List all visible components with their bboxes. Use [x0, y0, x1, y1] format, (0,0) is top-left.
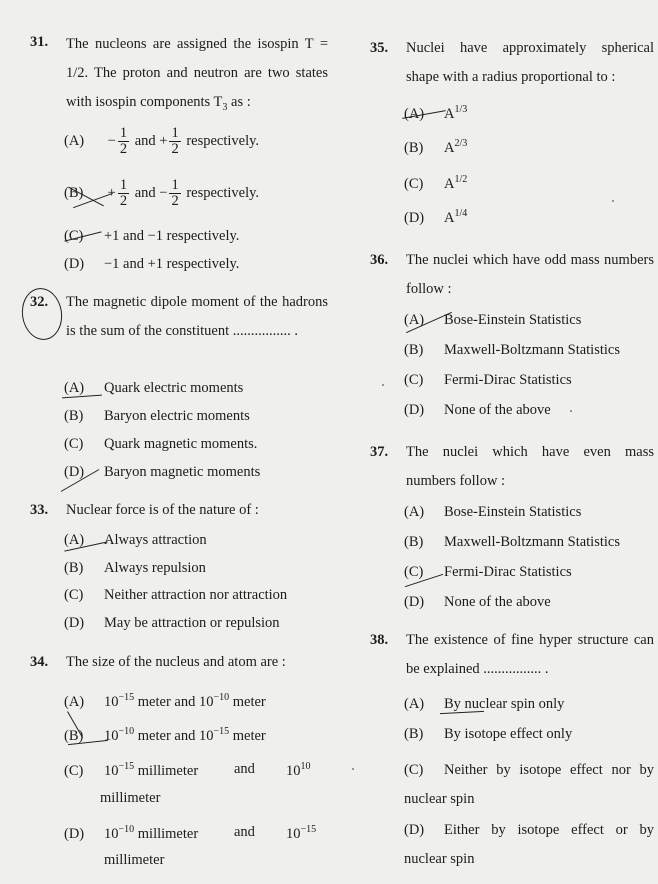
option-d[interactable]: (D) Either by isotope effect or by nuclear spin	[404, 822, 654, 867]
option-b[interactable]: (B) Maxwell-Boltzmann Statistics	[404, 534, 620, 550]
scan-speck	[570, 410, 572, 412]
option-b[interactable]: (B) $A^{2/3}$	[404, 138, 468, 156]
question-number: 38.	[370, 632, 389, 648]
question-number: 33.	[30, 502, 49, 518]
option-d[interactable]: (D) $10^{-10}$ millimeter and $10^{-15}$	[64, 824, 317, 842]
option-d[interactable]: (D) None of the above	[404, 594, 551, 610]
option-c[interactable]: (C) Fermi-Dirac Statistics	[404, 372, 572, 388]
question-stem: The nuclei which have even mass numbers follow :	[406, 444, 654, 489]
option-b[interactable]: (B) Baryon electric moments	[64, 408, 250, 424]
option-d[interactable]: (D) Baryon magnetic moments	[64, 464, 261, 480]
option-b[interactable]: (B) By isotope effect only	[404, 726, 573, 742]
question-number: 32.	[30, 294, 49, 310]
option-c-continued: millimeter	[100, 790, 161, 806]
option-a[interactable]: (A) Bose-Einstein Statistics	[404, 504, 582, 520]
option-b[interactable]: (B) $10^{-10}$ meter and $10^{-15}$ meter	[64, 726, 266, 744]
option-a[interactable]: (A) $10^{-15}$ meter and $10^{-10}$ meter	[64, 692, 266, 710]
option-c[interactable]: (C) $10^{-15}$ millimeter and $10^{10}$	[64, 761, 311, 779]
scan-speck	[612, 200, 614, 202]
option-d[interactable]: (D) None of the above	[404, 402, 551, 418]
question-number: 31.	[30, 34, 49, 50]
fraction: $\frac{1}{2}$	[119, 125, 128, 157]
option-c[interactable]: (C) Quark magnetic moments.	[64, 436, 258, 452]
option-a[interactable]: (A) − $\frac{1}{2}$ and + $\frac{1}{2}$ respectively.	[64, 125, 260, 157]
option-a[interactable]: (A) $A^{1/3}$	[404, 104, 468, 122]
option-b[interactable]: (B) Always repulsion	[64, 560, 206, 576]
option-a[interactable]: (A) Always attraction	[64, 532, 207, 548]
option-b[interactable]: (B) + $\frac{1}{2}$ and − $\frac{1}{2}$ respectively.	[64, 177, 260, 209]
option-d[interactable]: (D) $A^{1/4}$	[404, 208, 468, 226]
option-d[interactable]: (D) May be attraction or repulsion	[64, 615, 280, 631]
question-stem: The nuclei which have odd mass numbers follow :	[406, 252, 654, 297]
option-c[interactable]: (C) +1 and −1 respectively.	[64, 228, 240, 244]
option-a[interactable]: (A) Quark electric moments	[64, 380, 244, 396]
fraction: $\frac{1}{2}$	[119, 177, 128, 209]
question-number: 37.	[370, 444, 389, 460]
option-a[interactable]: (A) By nuclear spin only	[404, 696, 565, 712]
question-stem: The size of the nucleus and atom are :	[66, 654, 286, 670]
question-stem: Nuclear force is of the nature of :	[66, 502, 259, 518]
option-c[interactable]: (C) $A^{1/2}$	[404, 174, 468, 192]
fraction: $\frac{1}{2}$	[171, 177, 179, 209]
question-number: 34.	[30, 654, 49, 670]
option-c[interactable]: (C) Fermi-Dirac Statistics	[404, 564, 572, 580]
fraction: $\frac{1}{2}$	[171, 125, 179, 157]
question-number: 35.	[370, 40, 389, 56]
scan-speck	[352, 768, 354, 770]
scan-speck	[382, 384, 384, 386]
option-c[interactable]: (C) Neither by isotope effect nor by nuclear spin	[404, 762, 654, 807]
question-stem: Nuclei have approximately spherical shape with a radius proportional to :	[406, 40, 654, 85]
option-c[interactable]: (C) Neither attraction nor attraction	[64, 587, 288, 603]
option-d[interactable]: (D) −1 and +1 respectively.	[64, 256, 240, 272]
question-stem: The nucleons are assigned the isospin T = 1/2. The proton and neutron are two states with isospin components $T_3$ as :	[66, 36, 328, 113]
question-stem: The magnetic dipole moment of the hadrons is the sum of the constituent ................ .	[66, 294, 328, 339]
option-a[interactable]: (A) Bose-Einstein Statistics	[404, 312, 582, 328]
question-stem: The existence of fine hyper structure can be explained ................ .	[406, 632, 654, 677]
option-d-continued: millimeter	[104, 852, 165, 868]
option-b[interactable]: (B) Maxwell-Boltzmann Statistics	[404, 342, 620, 358]
question-number: 36.	[370, 252, 389, 268]
